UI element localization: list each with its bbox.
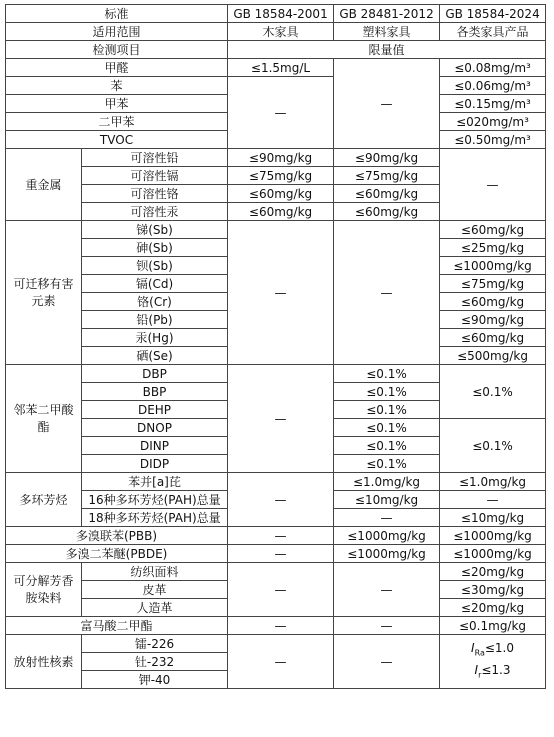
item-cell: 砷(Sb) — [82, 239, 228, 257]
limit-r: $I_r\le 1.3$ — [474, 662, 511, 679]
dash-cell: — — [334, 221, 440, 365]
group-heavy-metals: 重金属 — [6, 149, 82, 221]
group-migratable: 可迁移有害元素 — [6, 221, 82, 365]
dash-cell: — — [334, 59, 440, 149]
value-cell: ≤20mg/kg — [440, 563, 546, 581]
table-row — [6, 221, 546, 239]
dash-cell: — — [228, 221, 334, 365]
item-dmf: 富马酸二甲酯 — [6, 617, 228, 635]
value-cell: ≤1000mg/kg — [440, 257, 546, 275]
item-cell: 可溶性铬 — [82, 185, 228, 203]
value-cell: ≤0.1% — [440, 419, 546, 473]
radioactivity-limit — [440, 635, 546, 689]
value-cell: ≤75mg/kg — [334, 167, 440, 185]
value-cell: — — [228, 617, 334, 635]
std-2001-header: GB 18584-2001 — [228, 5, 334, 23]
item-cell: 人造革 — [82, 599, 228, 617]
value-cell: ≤10mg/kg — [440, 509, 546, 527]
value-cell: ≤60mg/kg — [440, 293, 546, 311]
value-cell: — — [334, 509, 440, 527]
value-cell: ≤0.1mg/kg — [440, 617, 546, 635]
std-2024-header: GB 18584-2024 — [440, 5, 546, 23]
dash-cell: — — [334, 563, 440, 617]
value-cell: ≤0.1% — [334, 401, 440, 419]
value-cell: ≤0.1% — [334, 419, 440, 437]
item-cell: 可溶性汞 — [82, 203, 228, 221]
item-cell: BBP — [82, 383, 228, 401]
item-xylene: 二甲苯 — [6, 113, 228, 131]
value-cell: ≤020mg/m³ — [440, 113, 546, 131]
item-cell: 可溶性镉 — [82, 167, 228, 185]
item-cell: 硒(Se) — [82, 347, 228, 365]
item-cell: 钡(Sb) — [82, 257, 228, 275]
item-label: 检测项目 — [6, 41, 228, 59]
scope-2024: 各类家具产品 — [440, 23, 546, 41]
table-row — [6, 563, 546, 581]
table-row — [6, 527, 546, 545]
value-cell: ≤0.1% — [334, 437, 440, 455]
value-cell: ≤90mg/kg — [228, 149, 334, 167]
dash-cell: — — [228, 563, 334, 617]
table-row — [6, 635, 546, 653]
item-cell: 钾-40 — [82, 671, 228, 689]
table-row — [6, 149, 546, 167]
dash-cell: — — [228, 635, 334, 689]
table-row — [6, 365, 546, 383]
value-cell: ≤0.15mg/m³ — [440, 95, 546, 113]
item-cell: 铅(Pb) — [82, 311, 228, 329]
value-cell: ≤0.08mg/m³ — [440, 59, 546, 77]
value-cell: ≤1000mg/kg — [440, 545, 546, 563]
value-cell: ≤60mg/kg — [228, 185, 334, 203]
item-tvoc: TVOC — [6, 131, 228, 149]
item-cell: 钍-232 — [82, 653, 228, 671]
limit-label: 限量值 — [228, 41, 546, 59]
table-row — [6, 59, 546, 77]
header-standard-row — [6, 5, 546, 23]
item-pbb: 多溴联苯(PBB) — [6, 527, 228, 545]
scope-2012: 塑料家具 — [334, 23, 440, 41]
value-cell: ≤1000mg/kg — [440, 527, 546, 545]
item-cell: 铬(Cr) — [82, 293, 228, 311]
scope-2001: 木家具 — [228, 23, 334, 41]
value-cell: ≤10mg/kg — [334, 491, 440, 509]
limit-ra: $I_{Ra}\le 1.0$ — [471, 641, 514, 658]
value-cell: — — [228, 545, 334, 563]
value-cell: ≤60mg/kg — [440, 221, 546, 239]
value-cell: ≤0.1% — [334, 383, 440, 401]
item-formaldehyde: 甲醛 — [6, 59, 228, 77]
value-cell: ≤60mg/kg — [334, 203, 440, 221]
value-cell: — — [334, 617, 440, 635]
group-pah: 多环芳烃 — [6, 473, 82, 527]
item-toluene: 甲苯 — [6, 95, 228, 113]
value-cell: ≤1.0mg/kg — [440, 473, 546, 491]
dash-cell: — — [440, 149, 546, 221]
scope-label: 适用范围 — [6, 23, 228, 41]
value-cell: ≤0.06mg/m³ — [440, 77, 546, 95]
group-radioactive: 放射性核素 — [6, 635, 82, 689]
value-cell: ≤20mg/kg — [440, 599, 546, 617]
value-cell: ≤75mg/kg — [440, 275, 546, 293]
value-cell: ≤1000mg/kg — [334, 527, 440, 545]
item-cell: 纺织面料 — [82, 563, 228, 581]
table-row — [6, 545, 546, 563]
item-cell: 镉(Cd) — [82, 275, 228, 293]
value-cell: ≤1000mg/kg — [334, 545, 440, 563]
item-cell: DBP — [82, 365, 228, 383]
value-cell: — — [228, 527, 334, 545]
value-cell: ≤25mg/kg — [440, 239, 546, 257]
item-cell: 镭-226 — [82, 635, 228, 653]
table-row — [6, 77, 546, 95]
item-cell: DINP — [82, 437, 228, 455]
value-cell: ≤60mg/kg — [440, 329, 546, 347]
value-cell: ≤1.5mg/L — [228, 59, 334, 77]
item-cell: 汞(Hg) — [82, 329, 228, 347]
dash-cell: — — [228, 473, 334, 527]
header-scope-row — [6, 23, 546, 41]
value-cell: ≤0.1% — [334, 455, 440, 473]
item-cell: DIDP — [82, 455, 228, 473]
value-cell: ≤0.1% — [334, 365, 440, 383]
item-cell: 18种多环芳烃(PAH)总量 — [82, 509, 228, 527]
value-cell: ≤60mg/kg — [334, 185, 440, 203]
item-pbde: 多溴二苯醚(PBDE) — [6, 545, 228, 563]
value-cell: ≤0.50mg/m³ — [440, 131, 546, 149]
item-cell: 苯并[a]芘 — [82, 473, 228, 491]
value-cell: ≤90mg/kg — [440, 311, 546, 329]
std-2012-header: GB 28481-2012 — [334, 5, 440, 23]
value-cell: ≤30mg/kg — [440, 581, 546, 599]
item-cell: DNOP — [82, 419, 228, 437]
standard-label: 标准 — [6, 5, 228, 23]
header-limit-row — [6, 41, 546, 59]
value-cell: ≤75mg/kg — [228, 167, 334, 185]
value-cell: — — [440, 491, 546, 509]
value-cell: ≤0.1% — [440, 365, 546, 419]
item-benzene: 苯 — [6, 77, 228, 95]
item-cell: 16种多环芳烃(PAH)总量 — [82, 491, 228, 509]
standards-comparison-table — [5, 4, 546, 689]
dash-cell: — — [334, 635, 440, 689]
dash-cell: — — [228, 365, 334, 473]
value-cell: ≤90mg/kg — [334, 149, 440, 167]
item-cell: 皮革 — [82, 581, 228, 599]
value-cell: ≤60mg/kg — [228, 203, 334, 221]
table-row — [6, 473, 546, 491]
item-cell: DEHP — [82, 401, 228, 419]
group-azo-dyes: 可分解芳香胺染料 — [6, 563, 82, 617]
item-cell: 锑(Sb) — [82, 221, 228, 239]
value-cell: ≤1.0mg/kg — [334, 473, 440, 491]
dash-cell: — — [228, 77, 334, 149]
item-cell: 可溶性铅 — [82, 149, 228, 167]
value-cell: ≤500mg/kg — [440, 347, 546, 365]
group-phthalates: 邻苯二甲酸酯 — [6, 365, 82, 473]
table-row — [6, 617, 546, 635]
